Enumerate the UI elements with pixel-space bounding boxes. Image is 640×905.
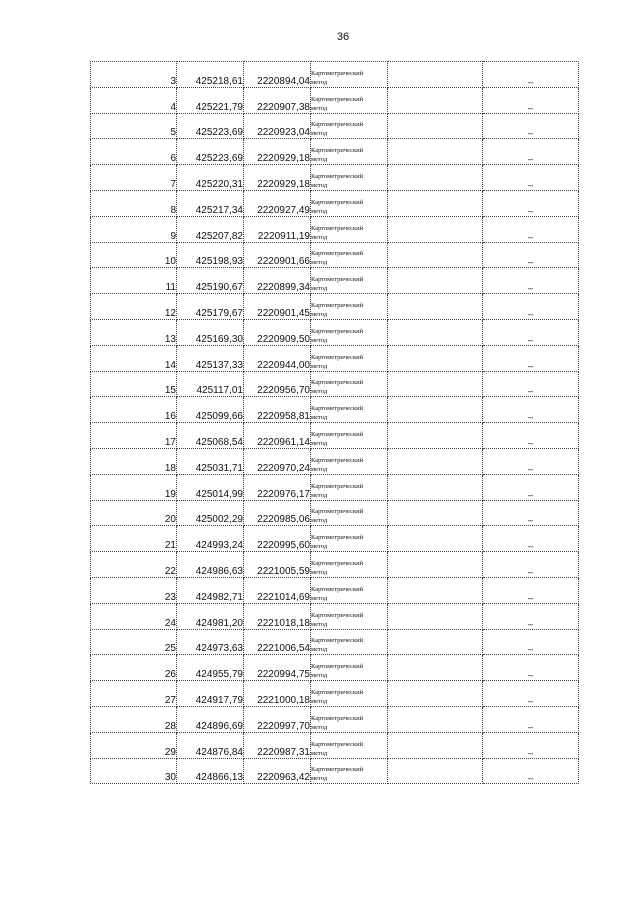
x-coordinate-cell: 425223,69 — [177, 113, 244, 139]
dash-cell: – — [483, 577, 579, 603]
empty-cell — [388, 139, 483, 165]
table-row — [91, 165, 579, 191]
point-number-cell: 6 — [91, 139, 177, 165]
method-label-line1: Картометрический — [311, 224, 364, 232]
method-label-line2: метод — [311, 775, 328, 783]
dash-cell: – — [483, 706, 579, 732]
x-coordinate-cell: 425220,31 — [177, 165, 244, 191]
table-row — [91, 190, 579, 216]
method-cell — [311, 268, 388, 294]
y-coordinate-cell: 2220985,06 — [244, 500, 311, 526]
x-coordinate-cell: 424993,24 — [177, 526, 244, 552]
y-coordinate-cell: 2221005,59 — [244, 552, 311, 578]
method-cell — [311, 552, 388, 578]
dash-cell: – — [483, 629, 579, 655]
method-label-line1: Картометрический — [311, 301, 364, 309]
y-coordinate-cell: 2220970,24 — [244, 448, 311, 474]
method-cell — [311, 474, 388, 500]
x-coordinate-cell: 424986,63 — [177, 552, 244, 578]
y-coordinate-cell: 2220961,14 — [244, 423, 311, 449]
method-label-line2: метод — [311, 723, 328, 731]
method-cell — [311, 87, 388, 113]
dash-cell: – — [483, 319, 579, 345]
method-cell — [311, 423, 388, 449]
method-label-line2: метод — [311, 491, 328, 499]
method-label-line1: Картометрический — [311, 456, 364, 464]
empty-cell — [388, 294, 483, 320]
point-number-cell: 20 — [91, 500, 177, 526]
y-coordinate-cell: 2220923,04 — [244, 113, 311, 139]
table-row — [91, 139, 579, 165]
y-coordinate-cell: 2220958,81 — [244, 397, 311, 423]
empty-cell — [388, 397, 483, 423]
table-row — [91, 345, 579, 371]
empty-cell — [388, 758, 483, 784]
dash-cell: – — [483, 732, 579, 758]
y-coordinate-cell: 2220956,70 — [244, 371, 311, 397]
table-row — [91, 552, 579, 578]
method-label-line2: метод — [311, 285, 328, 293]
method-cell — [311, 371, 388, 397]
empty-cell — [388, 242, 483, 268]
method-label-line1: Картометрический — [311, 585, 364, 593]
dash-cell: – — [483, 448, 579, 474]
point-number-cell: 18 — [91, 448, 177, 474]
method-cell — [311, 165, 388, 191]
method-cell — [311, 681, 388, 707]
x-coordinate-cell: 424982,71 — [177, 577, 244, 603]
x-coordinate-cell: 425217,34 — [177, 190, 244, 216]
method-label-line1: Картометрический — [311, 508, 364, 516]
y-coordinate-cell: 2220894,04 — [244, 62, 311, 88]
empty-cell — [388, 706, 483, 732]
table-row — [91, 577, 579, 603]
dash-cell: – — [483, 62, 579, 88]
empty-cell — [388, 500, 483, 526]
empty-cell — [388, 681, 483, 707]
method-cell — [311, 242, 388, 268]
empty-cell — [388, 345, 483, 371]
coordinates-table-body — [91, 62, 579, 784]
method-label-line2: метод — [311, 259, 328, 267]
table-row — [91, 242, 579, 268]
y-coordinate-cell: 2220901,45 — [244, 294, 311, 320]
x-coordinate-cell: 425014,99 — [177, 474, 244, 500]
method-cell — [311, 758, 388, 784]
method-cell — [311, 294, 388, 320]
y-coordinate-cell: 2220929,18 — [244, 139, 311, 165]
method-label-line2: метод — [311, 414, 328, 422]
x-coordinate-cell: 424955,79 — [177, 655, 244, 681]
method-label-line1: Картометрический — [311, 353, 364, 361]
empty-cell — [388, 526, 483, 552]
dash-cell: – — [483, 294, 579, 320]
method-label-line1: Картометрический — [311, 637, 364, 645]
method-label-line2: метод — [311, 233, 328, 241]
empty-cell — [388, 655, 483, 681]
method-label-line1: Картометрический — [311, 482, 364, 490]
dash-cell: – — [483, 552, 579, 578]
method-cell — [311, 397, 388, 423]
dash-cell: – — [483, 655, 579, 681]
point-number-cell: 23 — [91, 577, 177, 603]
y-coordinate-cell: 2220911,19 — [244, 216, 311, 242]
method-label-line2: метод — [311, 697, 328, 705]
y-coordinate-cell: 2220927,49 — [244, 190, 311, 216]
table-row — [91, 294, 579, 320]
x-coordinate-cell: 425002,29 — [177, 500, 244, 526]
x-coordinate-cell: 424896,69 — [177, 706, 244, 732]
method-label-line2: метод — [311, 388, 328, 396]
method-label-line1: Картометрический — [311, 69, 364, 77]
method-cell — [311, 655, 388, 681]
x-coordinate-cell: 425099,66 — [177, 397, 244, 423]
method-label-line1: Картометрический — [311, 405, 364, 413]
method-cell — [311, 448, 388, 474]
x-coordinate-cell: 425207,82 — [177, 216, 244, 242]
dash-cell: – — [483, 190, 579, 216]
point-number-cell: 9 — [91, 216, 177, 242]
method-label-line1: Картометрический — [311, 327, 364, 335]
point-number-cell: 17 — [91, 423, 177, 449]
y-coordinate-cell: 2220997,70 — [244, 706, 311, 732]
x-coordinate-cell: 425137,33 — [177, 345, 244, 371]
method-label-line2: метод — [311, 620, 328, 628]
x-coordinate-cell: 424973,63 — [177, 629, 244, 655]
point-number-cell: 15 — [91, 371, 177, 397]
y-coordinate-cell: 2220907,38 — [244, 87, 311, 113]
y-coordinate-cell: 2220909,50 — [244, 319, 311, 345]
empty-cell — [388, 319, 483, 345]
method-label-line2: метод — [311, 465, 328, 473]
table-row — [91, 474, 579, 500]
method-label-line2: метод — [311, 543, 328, 551]
method-cell — [311, 190, 388, 216]
method-label-line2: метод — [311, 130, 328, 138]
method-cell — [311, 603, 388, 629]
table-row — [91, 113, 579, 139]
point-number-cell: 24 — [91, 603, 177, 629]
dash-cell: – — [483, 371, 579, 397]
point-number-cell: 21 — [91, 526, 177, 552]
dash-cell: – — [483, 500, 579, 526]
empty-cell — [388, 603, 483, 629]
table-row — [91, 732, 579, 758]
dash-cell: – — [483, 397, 579, 423]
y-coordinate-cell: 2220987,31 — [244, 732, 311, 758]
dash-cell: – — [483, 139, 579, 165]
table-row — [91, 371, 579, 397]
empty-cell — [388, 113, 483, 139]
dash-cell: – — [483, 113, 579, 139]
method-label-line2: метод — [311, 362, 328, 370]
dash-cell: – — [483, 423, 579, 449]
coordinates-table — [90, 61, 579, 784]
y-coordinate-cell: 2221000,18 — [244, 681, 311, 707]
method-cell — [311, 732, 388, 758]
dash-cell: – — [483, 242, 579, 268]
method-label-line1: Картометрический — [311, 740, 364, 748]
empty-cell — [388, 732, 483, 758]
method-cell — [311, 706, 388, 732]
point-number-cell: 13 — [91, 319, 177, 345]
point-number-cell: 4 — [91, 87, 177, 113]
y-coordinate-cell: 2220901,66 — [244, 242, 311, 268]
table-row — [91, 500, 579, 526]
dash-cell: – — [483, 216, 579, 242]
method-label-line1: Картометрический — [311, 198, 364, 206]
method-label-line1: Картометрический — [311, 714, 364, 722]
method-cell — [311, 319, 388, 345]
x-coordinate-cell: 425223,69 — [177, 139, 244, 165]
table-row — [91, 526, 579, 552]
x-coordinate-cell: 424917,79 — [177, 681, 244, 707]
y-coordinate-cell: 2220929,18 — [244, 165, 311, 191]
table-row — [91, 216, 579, 242]
table-row — [91, 629, 579, 655]
table-row — [91, 681, 579, 707]
method-label-line2: метод — [311, 336, 328, 344]
x-coordinate-cell: 425031,71 — [177, 448, 244, 474]
table-row — [91, 319, 579, 345]
method-label-line1: Картометрический — [311, 250, 364, 258]
page-number: 36 — [336, 31, 350, 43]
x-coordinate-cell: 425190,67 — [177, 268, 244, 294]
method-label-line1: Картометрический — [311, 276, 364, 284]
dash-cell: – — [483, 268, 579, 294]
empty-cell — [388, 423, 483, 449]
method-label-line2: метод — [311, 594, 328, 602]
dash-cell: – — [483, 603, 579, 629]
table-row — [91, 655, 579, 681]
empty-cell — [388, 577, 483, 603]
method-cell — [311, 577, 388, 603]
method-cell — [311, 62, 388, 88]
method-label-line2: метод — [311, 104, 328, 112]
point-number-cell: 19 — [91, 474, 177, 500]
x-coordinate-cell: 425179,67 — [177, 294, 244, 320]
point-number-cell: 11 — [91, 268, 177, 294]
table-row — [91, 758, 579, 784]
point-number-cell: 26 — [91, 655, 177, 681]
dash-cell: – — [483, 758, 579, 784]
point-number-cell: 30 — [91, 758, 177, 784]
y-coordinate-cell: 2220963,42 — [244, 758, 311, 784]
method-label-line2: метод — [311, 78, 328, 86]
empty-cell — [388, 552, 483, 578]
point-number-cell: 25 — [91, 629, 177, 655]
dash-cell: – — [483, 87, 579, 113]
empty-cell — [388, 190, 483, 216]
method-label-line1: Картометрический — [311, 379, 364, 387]
x-coordinate-cell: 425068,54 — [177, 423, 244, 449]
point-number-cell: 28 — [91, 706, 177, 732]
empty-cell — [388, 629, 483, 655]
table-row — [91, 62, 579, 88]
point-number-cell: 7 — [91, 165, 177, 191]
point-number-cell: 29 — [91, 732, 177, 758]
y-coordinate-cell: 2220944,00 — [244, 345, 311, 371]
method-cell — [311, 500, 388, 526]
point-number-cell: 8 — [91, 190, 177, 216]
empty-cell — [388, 62, 483, 88]
y-coordinate-cell: 2220995,60 — [244, 526, 311, 552]
method-cell — [311, 216, 388, 242]
table-row — [91, 397, 579, 423]
empty-cell — [388, 87, 483, 113]
method-label-line1: Картометрический — [311, 559, 364, 567]
empty-cell — [388, 371, 483, 397]
method-label-line2: метод — [311, 568, 328, 576]
point-number-cell: 14 — [91, 345, 177, 371]
method-label-line2: метод — [311, 181, 328, 189]
method-label-line1: Картометрический — [311, 95, 364, 103]
empty-cell — [388, 268, 483, 294]
method-label-line2: метод — [311, 310, 328, 318]
point-number-cell: 22 — [91, 552, 177, 578]
method-label-line1: Картометрический — [311, 172, 364, 180]
method-label-line1: Картометрический — [311, 663, 364, 671]
x-coordinate-cell: 425117,01 — [177, 371, 244, 397]
point-number-cell: 16 — [91, 397, 177, 423]
table-row — [91, 448, 579, 474]
empty-cell — [388, 448, 483, 474]
point-number-cell: 5 — [91, 113, 177, 139]
method-label-line2: метод — [311, 207, 328, 215]
method-label-line1: Картометрический — [311, 147, 364, 155]
dash-cell: – — [483, 474, 579, 500]
y-coordinate-cell: 2220994,75 — [244, 655, 311, 681]
x-coordinate-cell: 425218,61 — [177, 62, 244, 88]
method-label-line2: метод — [311, 156, 328, 164]
dash-cell: – — [483, 526, 579, 552]
method-cell — [311, 629, 388, 655]
table-row — [91, 603, 579, 629]
method-cell — [311, 345, 388, 371]
dash-cell: – — [483, 681, 579, 707]
method-label-line2: метод — [311, 517, 328, 525]
y-coordinate-cell: 2220976,17 — [244, 474, 311, 500]
method-label-line1: Картометрический — [311, 688, 364, 696]
method-label-line2: метод — [311, 672, 328, 680]
table-row — [91, 87, 579, 113]
y-coordinate-cell: 2221018,18 — [244, 603, 311, 629]
x-coordinate-cell: 425221,79 — [177, 87, 244, 113]
table-row — [91, 706, 579, 732]
x-coordinate-cell: 425198,93 — [177, 242, 244, 268]
x-coordinate-cell: 424876,84 — [177, 732, 244, 758]
point-number-cell: 12 — [91, 294, 177, 320]
x-coordinate-cell: 424866,13 — [177, 758, 244, 784]
method-label-line1: Картометрический — [311, 611, 364, 619]
method-label-line2: метод — [311, 439, 328, 447]
method-label-line2: метод — [311, 646, 328, 654]
y-coordinate-cell: 2220899,34 — [244, 268, 311, 294]
empty-cell — [388, 474, 483, 500]
x-coordinate-cell: 425169,30 — [177, 319, 244, 345]
empty-cell — [388, 165, 483, 191]
y-coordinate-cell: 2221006,54 — [244, 629, 311, 655]
method-label-line1: Картометрический — [311, 430, 364, 438]
table-row — [91, 423, 579, 449]
method-cell — [311, 526, 388, 552]
method-cell — [311, 139, 388, 165]
method-label-line2: метод — [311, 749, 328, 757]
y-coordinate-cell: 2221014,69 — [244, 577, 311, 603]
method-label-line1: Картометрический — [311, 766, 364, 774]
empty-cell — [388, 216, 483, 242]
table-row — [91, 268, 579, 294]
dash-cell: – — [483, 165, 579, 191]
point-number-cell: 3 — [91, 62, 177, 88]
dash-cell: – — [483, 345, 579, 371]
method-label-line1: Картометрический — [311, 534, 364, 542]
x-coordinate-cell: 424981,20 — [177, 603, 244, 629]
method-cell — [311, 113, 388, 139]
method-label-line1: Картометрический — [311, 121, 364, 129]
point-number-cell: 10 — [91, 242, 177, 268]
point-number-cell: 27 — [91, 681, 177, 707]
